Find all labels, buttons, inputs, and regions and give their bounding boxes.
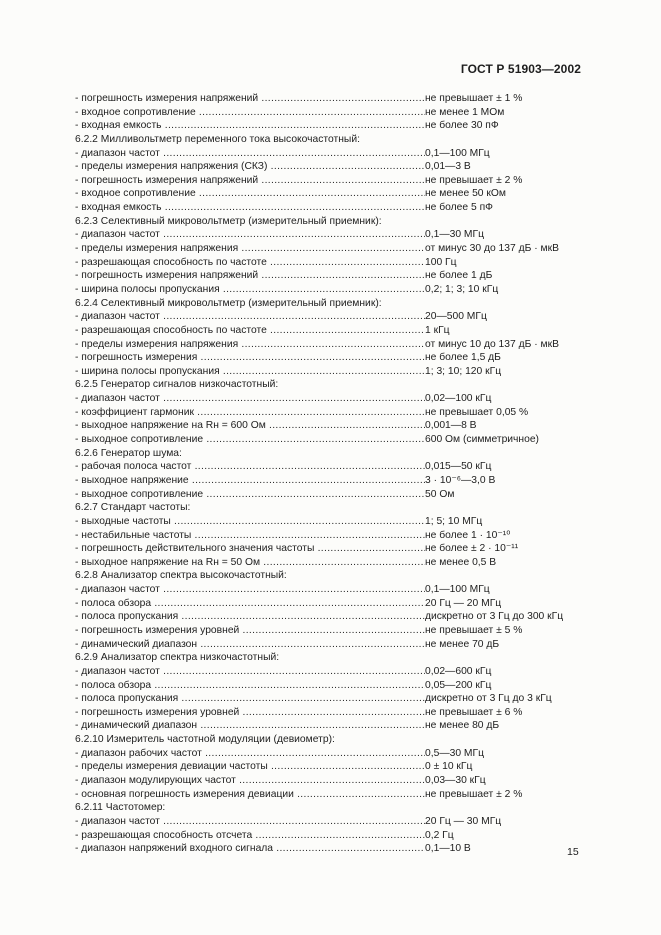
spec-value: не превышает ± 5 % bbox=[425, 624, 523, 636]
spec-row bbox=[75, 187, 595, 201]
spec-value: не менее 50 кОм bbox=[425, 188, 506, 200]
spec-value: не более 30 пФ bbox=[425, 120, 499, 132]
spec-label: - пределы измерения девиации частоты ..... bbox=[75, 760, 425, 774]
spec-label: - погрешность измерения напряжений ..... bbox=[75, 174, 425, 188]
spec-value: 0,1—30 МГц bbox=[425, 229, 484, 241]
spec-value: 0,02—100 кГц bbox=[425, 393, 492, 405]
spec-row bbox=[75, 419, 595, 433]
spec-label: - входное сопротивление ..... bbox=[75, 106, 425, 120]
spec-row bbox=[75, 842, 595, 856]
spec-label: - выходное сопротивление ..... bbox=[75, 433, 425, 447]
spec-value: 0,5—30 МГц bbox=[425, 747, 484, 759]
spec-label: - погрешность измерения уровней ..... bbox=[75, 706, 425, 720]
spec-row bbox=[75, 624, 595, 638]
spec-value: не превышает ± 6 % bbox=[425, 706, 523, 718]
spec-label: - погрешность измерения напряжений ..... bbox=[75, 269, 425, 283]
spec-value: 20 Гц — 30 МГц bbox=[425, 815, 502, 827]
spec-value: не более 1,5 дБ bbox=[425, 352, 501, 364]
spec-label: - разрешающая способность по частоте ..... bbox=[75, 324, 425, 338]
spec-label: - разрешающая способность отсчета ..... bbox=[75, 829, 425, 843]
spec-row bbox=[75, 460, 595, 474]
spec-row bbox=[75, 556, 595, 570]
spec-label: - динамический диапазон ..... bbox=[75, 638, 425, 652]
spec-label: - коэффициент гармоник ..... bbox=[75, 406, 425, 420]
spec-value: 1; 5; 10 МГц bbox=[425, 515, 483, 527]
spec-label: - выходное напряжение ..... bbox=[75, 474, 425, 488]
section-heading: 6.2.10 Измеритель частотной модуляции (девиометр): bbox=[75, 734, 335, 746]
spec-row bbox=[75, 829, 595, 843]
spec-value: 600 Ом (симметричное) bbox=[425, 434, 539, 446]
spec-value: дискретно от 3 Гц до 3 кГц bbox=[425, 693, 552, 705]
spec-label: - выходное сопротивление ..... bbox=[75, 488, 425, 502]
spec-label: - полоса обзора ..... bbox=[75, 597, 425, 611]
spec-row bbox=[75, 174, 595, 188]
spec-value: 0,1—100 МГц bbox=[425, 147, 490, 159]
spec-value: 1; 3; 10; 120 кГц bbox=[425, 365, 502, 377]
spec-value: 50 Ом bbox=[425, 488, 455, 500]
spec-label: - выходное напряжение на Rн = 600 Ом ..... bbox=[75, 419, 425, 433]
spec-label: - основная погрешность измерения девиации ..... bbox=[75, 788, 425, 802]
spec-value: 100 Гц bbox=[425, 256, 457, 268]
spec-label: - погрешность измерения напряжений ..... bbox=[75, 92, 425, 106]
spec-value: не более 1 · 10⁻¹⁰ bbox=[425, 529, 511, 541]
spec-value: не более ± 2 · 10⁻¹¹ bbox=[425, 543, 519, 555]
spec-value: 20—500 МГц bbox=[425, 311, 487, 323]
spec-value: не превышает ± 1 % bbox=[425, 93, 523, 104]
spec-value: 0,02—600 кГц bbox=[425, 665, 492, 677]
spec-value: не превышает ± 2 % bbox=[425, 788, 523, 800]
page-number: 15 bbox=[567, 846, 579, 858]
spec-row bbox=[75, 338, 595, 352]
spec-value: не превышает 0,05 % bbox=[425, 406, 529, 418]
spec-label: - диапазон частот ..... bbox=[75, 310, 425, 324]
spec-label: - диапазон частот ..... bbox=[75, 228, 425, 242]
spec-row bbox=[75, 747, 595, 761]
spec-row bbox=[75, 147, 595, 161]
spec-row bbox=[75, 242, 595, 256]
spec-value: не менее 0,5 В bbox=[425, 556, 497, 568]
spec-row bbox=[75, 474, 595, 488]
spec-value: 0,05—200 кГц bbox=[425, 679, 492, 691]
spec-row bbox=[75, 119, 595, 133]
spec-value: не менее 1 МОм bbox=[425, 106, 505, 118]
spec-label: - диапазон напряжений входного сигнала ..... bbox=[75, 842, 425, 856]
spec-value: 0,03—30 кГц bbox=[425, 775, 486, 787]
spec-value: 0,2 Гц bbox=[425, 829, 454, 841]
section-heading: 6.2.8 Анализатор спектра высокочастотный: bbox=[75, 570, 287, 582]
section-heading: 6.2.7 Стандарт частоты: bbox=[75, 502, 191, 514]
spec-label: - входная емкость ..... bbox=[75, 201, 425, 215]
spec-label: - диапазон модулирующих частот ..... bbox=[75, 774, 425, 788]
spec-value: 0,015—50 кГц bbox=[425, 461, 492, 473]
spec-value: 0,1—100 МГц bbox=[425, 584, 490, 596]
spec-label: - полоса обзора ..... bbox=[75, 679, 425, 693]
spec-value: не более 1 дБ bbox=[425, 270, 493, 282]
spec-label: - выходные частоты ..... bbox=[75, 515, 425, 529]
spec-value: 1 кГц bbox=[425, 324, 450, 336]
spec-row bbox=[75, 815, 595, 829]
section-heading: 6.2.4 Селективный микровольтметр (измерительный приемник): bbox=[75, 297, 382, 309]
spec-row bbox=[75, 256, 595, 270]
section-heading: 6.2.11 Частотомер: bbox=[75, 802, 166, 814]
spec-label: - диапазон частот ..... bbox=[75, 583, 425, 597]
spec-row bbox=[75, 760, 595, 774]
spec-label: - динамический диапазон ..... bbox=[75, 719, 425, 733]
spec-value: от минус 10 до 137 дБ · мкВ bbox=[425, 338, 559, 350]
section-heading: 6.2.2 Милливольтметр переменного тока высокочастотный: bbox=[75, 133, 360, 145]
spec-label: - ширина полосы пропускания ..... bbox=[75, 365, 425, 379]
spec-list bbox=[75, 92, 595, 856]
spec-row bbox=[75, 638, 595, 652]
spec-label: - диапазон частот ..... bbox=[75, 147, 425, 161]
spec-label: - выходное напряжение на Rн = 50 Ом ..... bbox=[75, 556, 425, 570]
spec-label: - погрешность измерения уровней ..... bbox=[75, 624, 425, 638]
spec-row bbox=[75, 310, 595, 324]
spec-row bbox=[75, 365, 595, 379]
spec-row bbox=[75, 433, 595, 447]
spec-label: - ширина полосы пропускания ..... bbox=[75, 283, 425, 297]
spec-row bbox=[75, 406, 595, 420]
spec-row bbox=[75, 488, 595, 502]
section-heading: 6.2.6 Генератор шума: bbox=[75, 447, 182, 459]
spec-row bbox=[75, 515, 595, 529]
spec-label: - пределы измерения напряжения ..... bbox=[75, 242, 425, 256]
spec-value: 3 · 10⁻⁶—3,0 В bbox=[425, 474, 496, 486]
section-heading: 6.2.3 Селективный микровольтметр (измерительный приемник): bbox=[75, 215, 382, 227]
spec-row bbox=[75, 679, 595, 693]
spec-label: - пределы измерения напряжения (СКЗ) ..... bbox=[75, 160, 425, 174]
spec-row bbox=[75, 597, 595, 611]
spec-row bbox=[75, 529, 595, 543]
spec-label: - рабочая полоса частот ..... bbox=[75, 460, 425, 474]
spec-value: от минус 30 до 137 дБ · мкВ bbox=[425, 243, 559, 255]
spec-value: 0,2; 1; 3; 10 кГц bbox=[425, 283, 499, 295]
spec-value: 0,001—8 В bbox=[425, 420, 477, 432]
spec-label: - пределы измерения напряжения ..... bbox=[75, 338, 425, 352]
spec-row bbox=[75, 283, 595, 297]
spec-label: - разрешающая способность по частоте ..... bbox=[75, 256, 425, 270]
section-heading: 6.2.5 Генератор сигналов низкочастотный: bbox=[75, 379, 279, 391]
spec-label: - входная емкость ..... bbox=[75, 119, 425, 133]
spec-row bbox=[75, 610, 595, 624]
spec-label: - диапазон частот ..... bbox=[75, 392, 425, 406]
spec-label: - диапазон рабочих частот ..... bbox=[75, 747, 425, 761]
spec-row bbox=[75, 351, 595, 365]
section-heading: 6.2.9 Анализатор спектра низкочастотный: bbox=[75, 652, 280, 664]
document-header: ГОСТ Р 51903—2002 bbox=[460, 62, 581, 76]
spec-value: не менее 70 дБ bbox=[425, 638, 500, 650]
spec-row bbox=[75, 92, 595, 106]
spec-row bbox=[75, 583, 595, 597]
spec-row bbox=[75, 788, 595, 802]
spec-row bbox=[75, 324, 595, 338]
spec-row bbox=[75, 542, 595, 556]
spec-row bbox=[75, 692, 595, 706]
spec-row bbox=[75, 228, 595, 242]
spec-row bbox=[75, 665, 595, 679]
spec-row bbox=[75, 201, 595, 215]
spec-label: - погрешность действительного значения частоты ..... bbox=[75, 542, 425, 556]
spec-value: не менее 80 дБ bbox=[425, 720, 500, 732]
spec-label: - полоса пропускания ..... bbox=[75, 610, 425, 624]
spec-row bbox=[75, 106, 595, 120]
spec-label: - нестабильные частоты ..... bbox=[75, 529, 425, 543]
spec-value: 20 Гц — 20 МГц bbox=[425, 597, 502, 609]
spec-label: - диапазон частот ..... bbox=[75, 665, 425, 679]
spec-row bbox=[75, 160, 595, 174]
spec-value: дискретно от 3 Гц до 300 кГц bbox=[425, 611, 564, 623]
spec-row bbox=[75, 719, 595, 733]
spec-value: не превышает ± 2 % bbox=[425, 174, 523, 186]
spec-row bbox=[75, 392, 595, 406]
spec-value: 0,01—3 В bbox=[425, 161, 471, 173]
spec-row bbox=[75, 706, 595, 720]
spec-row bbox=[75, 269, 595, 283]
spec-label: - погрешность измерения ..... bbox=[75, 351, 425, 365]
spec-label: - диапазон частот ..... bbox=[75, 815, 425, 829]
spec-label: - входное сопротивление ..... bbox=[75, 187, 425, 201]
spec-value: 0 ± 10 кГц bbox=[425, 761, 473, 773]
spec-value: не более 5 пФ bbox=[425, 202, 493, 214]
spec-value: 0,1—10 В bbox=[425, 843, 471, 855]
spec-label: - полоса пропускания ..... bbox=[75, 692, 425, 706]
spec-row bbox=[75, 774, 595, 788]
